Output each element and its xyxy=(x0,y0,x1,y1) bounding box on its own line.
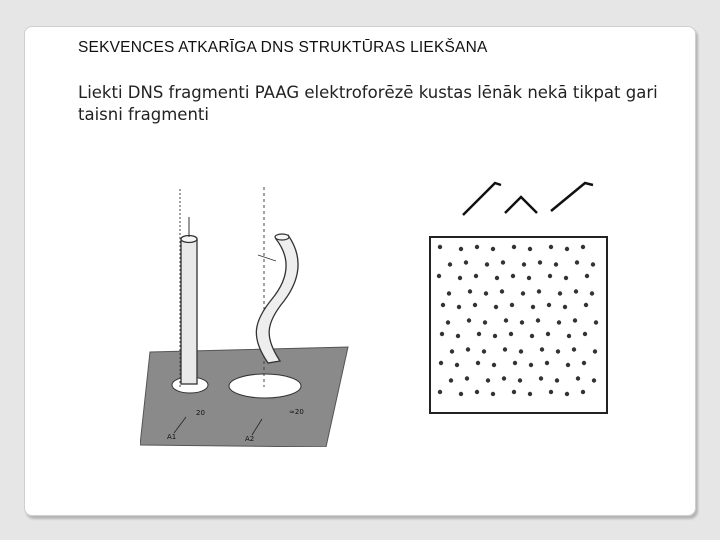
gel-dot xyxy=(482,349,486,353)
gel-dot xyxy=(458,276,462,280)
gel-dot xyxy=(584,303,588,307)
gel-dot xyxy=(575,260,579,264)
gel-dot xyxy=(439,361,443,365)
gel-dot xyxy=(476,361,480,365)
gel-dot xyxy=(486,378,490,382)
gel-dot xyxy=(563,305,567,309)
gel-dot xyxy=(554,262,558,266)
gel-dot xyxy=(484,291,488,295)
gel-dot xyxy=(513,361,517,365)
bent-molecule-2 xyxy=(505,197,537,213)
gel-dot xyxy=(475,390,479,394)
gel-dot xyxy=(521,291,525,295)
gel-dot xyxy=(501,260,505,264)
bent-molecule-3 xyxy=(551,183,593,211)
gel-dot xyxy=(437,274,441,278)
gel-dot xyxy=(581,245,585,249)
marker-a2: A2 xyxy=(245,435,255,443)
gel-dot xyxy=(441,303,445,307)
gel-dot xyxy=(438,390,442,394)
gel-dot xyxy=(509,332,513,336)
straight-length-label: 20 xyxy=(196,409,205,417)
gel-dot xyxy=(512,390,516,394)
gel-dot xyxy=(500,289,504,293)
gel-frame xyxy=(430,237,607,413)
bent-molecule-1 xyxy=(463,183,501,215)
gel-dot xyxy=(545,361,549,365)
gel-dot xyxy=(590,291,594,295)
slide-title: SEKVENCES ATKARĪGA DNS STRUKTŪRAS LIEKŠANA xyxy=(78,39,488,56)
gel-dot xyxy=(582,361,586,365)
gel-dot xyxy=(449,378,453,382)
dna-rods-illustration xyxy=(140,177,350,447)
gel-dot xyxy=(547,303,551,307)
gel-dot xyxy=(564,276,568,280)
gel-dot xyxy=(522,262,526,266)
gel-dot xyxy=(549,390,553,394)
gel-dot xyxy=(583,332,587,336)
gel-dot xyxy=(565,392,569,396)
gel-dot xyxy=(464,260,468,264)
gel-dot xyxy=(565,247,569,251)
gel-dot xyxy=(477,332,481,336)
gel-dot xyxy=(518,378,522,382)
gel-dot xyxy=(531,305,535,309)
gel-dot xyxy=(455,363,459,367)
gel-dot xyxy=(593,349,597,353)
gel-dot xyxy=(448,262,452,266)
gel-dot xyxy=(475,245,479,249)
gel-dot xyxy=(519,349,523,353)
bent-rod-hole xyxy=(229,374,301,398)
gel-dot xyxy=(491,392,495,396)
gel-dot xyxy=(527,276,531,280)
gel-dot xyxy=(459,247,463,251)
gel-dot xyxy=(473,303,477,307)
bent-rod xyxy=(256,235,298,363)
gel-dot xyxy=(502,376,506,380)
gel-dot xyxy=(459,392,463,396)
gel-dot xyxy=(529,363,533,367)
gel-dot xyxy=(546,332,550,336)
gel-dot xyxy=(567,334,571,338)
gel-dot xyxy=(456,334,460,338)
gel-dot xyxy=(592,378,596,382)
gel-dot xyxy=(495,276,499,280)
gel-dot xyxy=(450,349,454,353)
gel-dot xyxy=(438,245,442,249)
bent-length-label: ≈20 xyxy=(289,408,304,416)
gel-dot xyxy=(504,318,508,322)
gel-dot xyxy=(503,347,507,351)
gel-dot xyxy=(538,260,542,264)
gel-dot xyxy=(528,392,532,396)
gel-dot xyxy=(572,347,576,351)
gel-dot xyxy=(447,291,451,295)
gel-dot xyxy=(574,289,578,293)
gel-dot xyxy=(474,274,478,278)
gel-dot xyxy=(573,318,577,322)
gel-dot xyxy=(440,332,444,336)
gel-dot xyxy=(536,318,540,322)
gel-matrix-illustration xyxy=(425,175,615,420)
gel-dot xyxy=(493,334,497,338)
gel-dot xyxy=(557,320,561,324)
gel-dot xyxy=(446,320,450,324)
gel-dot xyxy=(540,347,544,351)
gel-dot xyxy=(539,376,543,380)
gel-dot xyxy=(492,363,496,367)
gel-dot xyxy=(511,274,515,278)
gel-dot xyxy=(566,363,570,367)
gel-dot xyxy=(466,347,470,351)
gel-dot xyxy=(465,376,469,380)
gel-dot xyxy=(468,289,472,293)
gel-dot xyxy=(494,305,498,309)
gel-dot xyxy=(556,349,560,353)
gel-dot xyxy=(467,318,471,322)
gel-dot xyxy=(581,390,585,394)
gel-dot xyxy=(510,303,514,307)
gel-dot xyxy=(585,274,589,278)
gel-dot xyxy=(555,378,559,382)
gel-dot xyxy=(520,320,524,324)
gel-dot xyxy=(512,245,516,249)
gel-plane xyxy=(140,347,348,447)
gel-dot xyxy=(549,245,553,249)
gel-dot xyxy=(576,376,580,380)
gel-dot xyxy=(491,247,495,251)
gel-dot xyxy=(591,262,595,266)
gel-dot xyxy=(594,320,598,324)
slide xyxy=(24,26,696,516)
gel-dot xyxy=(537,289,541,293)
gel-dot xyxy=(558,291,562,295)
gel-dot xyxy=(530,334,534,338)
gel-dot xyxy=(548,274,552,278)
marker-a1: A1 xyxy=(167,433,177,441)
straight-rod xyxy=(181,239,197,384)
gel-dot xyxy=(528,247,532,251)
slide-body-text: Liekti DNS fragmenti PAAG elektroforēzē kustas lēnāk nekā tikpat gari taisni fragmenti xyxy=(78,83,658,124)
gel-dot xyxy=(483,320,487,324)
gel-dot xyxy=(457,305,461,309)
gel-dot xyxy=(485,262,489,266)
